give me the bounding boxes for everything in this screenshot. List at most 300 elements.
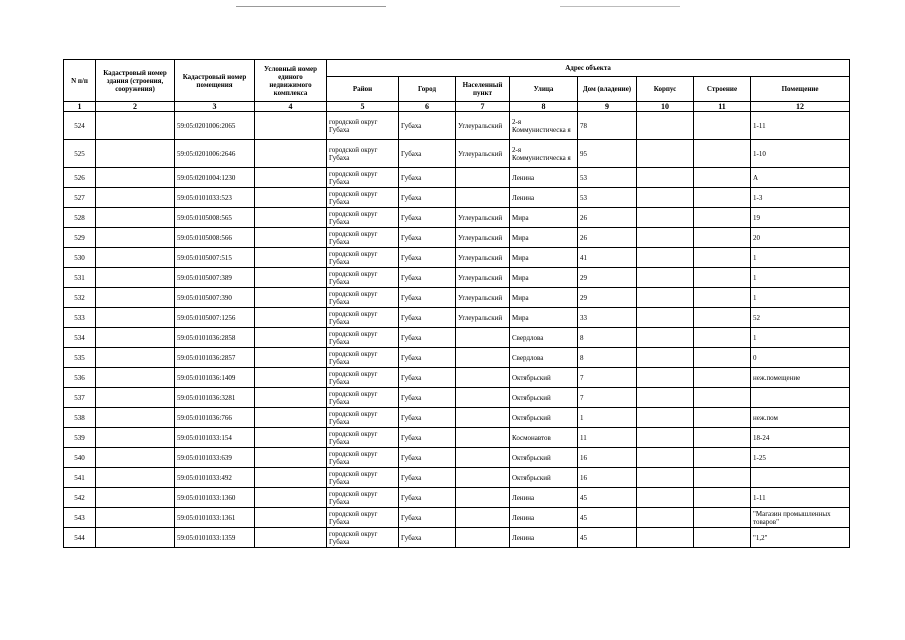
- room-cadastral-cell: 59:05:0201006:2646: [175, 140, 255, 168]
- table-row: [64, 468, 850, 488]
- table-row: [64, 308, 850, 328]
- col-house: Дом (владение): [578, 77, 637, 102]
- building-cadastral-cell: [96, 468, 175, 488]
- complex-number-cell: [255, 448, 327, 468]
- district-cell: городской округ Губаха: [327, 468, 399, 488]
- column-number: 1: [64, 102, 96, 112]
- building-cadastral-cell: [96, 488, 175, 508]
- block-cell: [637, 248, 694, 268]
- city-cell: Губаха: [399, 208, 456, 228]
- settlement-cell: [456, 348, 510, 368]
- street-cell: Октябрьский: [510, 368, 578, 388]
- city-cell: Губаха: [399, 328, 456, 348]
- block-cell: [637, 328, 694, 348]
- building-cadastral-cell: [96, 348, 175, 368]
- house-cell: 7: [578, 368, 637, 388]
- room-cell: А: [751, 168, 850, 188]
- street-cell: Октябрьский: [510, 468, 578, 488]
- building-cell: [694, 488, 751, 508]
- room-cell: 1: [751, 288, 850, 308]
- complex-number-cell: [255, 488, 327, 508]
- building-cell: [694, 188, 751, 208]
- district-cell: городской округ Губаха: [327, 408, 399, 428]
- building-cell: [694, 168, 751, 188]
- building-cell: [694, 308, 751, 328]
- row-number: 543: [64, 508, 96, 528]
- scan-artifact-line: [560, 6, 680, 7]
- house-cell: 16: [578, 448, 637, 468]
- room-cadastral-cell: 59:05:0201004:1230: [175, 168, 255, 188]
- block-cell: [637, 208, 694, 228]
- settlement-cell: Углеуральский: [456, 208, 510, 228]
- room-cadastral-cell: 59:05:0101033:1359: [175, 528, 255, 548]
- scan-artifact-line: [236, 6, 386, 7]
- house-cell: 33: [578, 308, 637, 328]
- complex-number-cell: [255, 508, 327, 528]
- row-number: 533: [64, 308, 96, 328]
- building-cadastral-cell: [96, 168, 175, 188]
- building-cadastral-cell: [96, 328, 175, 348]
- column-number: 10: [637, 102, 694, 112]
- house-cell: 29: [578, 288, 637, 308]
- building-cadastral-cell: [96, 140, 175, 168]
- street-cell: 2-я Коммунистическа я: [510, 112, 578, 140]
- table-row: [64, 328, 850, 348]
- district-cell: городской округ Губаха: [327, 348, 399, 368]
- settlement-cell: [456, 368, 510, 388]
- building-cell: [694, 228, 751, 248]
- complex-number-cell: [255, 188, 327, 208]
- district-cell: городской округ Губаха: [327, 488, 399, 508]
- building-cadastral-cell: [96, 388, 175, 408]
- building-cadastral-cell: [96, 448, 175, 468]
- settlement-cell: Углеуральский: [456, 140, 510, 168]
- row-number: 526: [64, 168, 96, 188]
- row-number: 542: [64, 488, 96, 508]
- building-cell: [694, 448, 751, 468]
- row-number: 537: [64, 388, 96, 408]
- table-row: [64, 508, 850, 528]
- block-cell: [637, 468, 694, 488]
- complex-number-cell: [255, 388, 327, 408]
- row-number: 531: [64, 268, 96, 288]
- room-cadastral-cell: 59:05:0101033:154: [175, 428, 255, 448]
- table-row: [64, 188, 850, 208]
- block-cell: [637, 528, 694, 548]
- building-cell: [694, 428, 751, 448]
- room-cadastral-cell: 59:05:0101036:2857: [175, 348, 255, 368]
- city-cell: Губаха: [399, 268, 456, 288]
- room-cadastral-cell: 59:05:0105008:566: [175, 228, 255, 248]
- row-number: 534: [64, 328, 96, 348]
- room-cadastral-cell: 59:05:0101033:1360: [175, 488, 255, 508]
- column-number: 4: [255, 102, 327, 112]
- table-row: [64, 408, 850, 428]
- room-cadastral-cell: 59:05:0105007:389: [175, 268, 255, 288]
- room-cadastral-cell: 59:05:0105007:1256: [175, 308, 255, 328]
- settlement-cell: Углеуральский: [456, 228, 510, 248]
- building-cadastral-cell: [96, 208, 175, 228]
- row-number: 532: [64, 288, 96, 308]
- room-cadastral-cell: 59:05:0101033:1361: [175, 508, 255, 528]
- block-cell: [637, 288, 694, 308]
- city-cell: Губаха: [399, 168, 456, 188]
- room-cell: 1-11: [751, 112, 850, 140]
- room-cadastral-cell: 59:05:0101033:492: [175, 468, 255, 488]
- building-cadastral-cell: [96, 248, 175, 268]
- settlement-cell: [456, 168, 510, 188]
- city-cell: Губаха: [399, 508, 456, 528]
- house-cell: 16: [578, 468, 637, 488]
- settlement-cell: [456, 448, 510, 468]
- district-cell: городской округ Губаха: [327, 140, 399, 168]
- district-cell: городской округ Губаха: [327, 328, 399, 348]
- house-cell: 45: [578, 528, 637, 548]
- table-row: [64, 248, 850, 268]
- table-row: [64, 528, 850, 548]
- building-cell: [694, 508, 751, 528]
- settlement-cell: [456, 388, 510, 408]
- house-cell: 53: [578, 168, 637, 188]
- block-cell: [637, 228, 694, 248]
- settlement-cell: Углеуральский: [456, 248, 510, 268]
- street-cell: Свердлова: [510, 348, 578, 368]
- street-cell: Мира: [510, 288, 578, 308]
- column-number: 5: [327, 102, 399, 112]
- settlement-cell: [456, 488, 510, 508]
- settlement-cell: Углеуральский: [456, 288, 510, 308]
- row-number: 538: [64, 408, 96, 428]
- complex-number-cell: [255, 328, 327, 348]
- col-address-group: Адрес объекта: [327, 60, 850, 77]
- district-cell: городской округ Губаха: [327, 248, 399, 268]
- row-number: 541: [64, 468, 96, 488]
- row-number: 528: [64, 208, 96, 228]
- complex-number-cell: [255, 208, 327, 228]
- building-cell: [694, 208, 751, 228]
- house-cell: 53: [578, 188, 637, 208]
- registry-table: [63, 59, 850, 548]
- house-cell: 26: [578, 228, 637, 248]
- block-cell: [637, 388, 694, 408]
- block-cell: [637, 268, 694, 288]
- district-cell: городской округ Губаха: [327, 112, 399, 140]
- building-cell: [694, 528, 751, 548]
- street-cell: Мира: [510, 308, 578, 328]
- complex-number-cell: [255, 308, 327, 328]
- city-cell: Губаха: [399, 308, 456, 328]
- city-cell: Губаха: [399, 408, 456, 428]
- room-cell: неж.помещение: [751, 368, 850, 388]
- complex-number-cell: [255, 168, 327, 188]
- complex-number-cell: [255, 268, 327, 288]
- settlement-cell: [456, 508, 510, 528]
- district-cell: городской округ Губаха: [327, 208, 399, 228]
- room-cadastral-cell: 59:05:0101036:3281: [175, 388, 255, 408]
- room-cell: 1-25: [751, 448, 850, 468]
- complex-number-cell: [255, 112, 327, 140]
- street-cell: Ленина: [510, 188, 578, 208]
- room-cell: 1-11: [751, 488, 850, 508]
- room-cadastral-cell: 59:05:0105007:515: [175, 248, 255, 268]
- room-cadastral-cell: 59:05:0101036:1409: [175, 368, 255, 388]
- building-cell: [694, 140, 751, 168]
- table-row: [64, 228, 850, 248]
- room-cell: [751, 388, 850, 408]
- district-cell: городской округ Губаха: [327, 268, 399, 288]
- col-room: Помещение: [751, 77, 850, 102]
- table-row: [64, 388, 850, 408]
- building-cell: [694, 348, 751, 368]
- building-cell: [694, 268, 751, 288]
- city-cell: Губаха: [399, 428, 456, 448]
- room-cadastral-cell: 59:05:0101033:523: [175, 188, 255, 208]
- house-cell: 8: [578, 328, 637, 348]
- street-cell: Космонавтов: [510, 428, 578, 448]
- city-cell: Губаха: [399, 488, 456, 508]
- row-number: 536: [64, 368, 96, 388]
- building-cell: [694, 112, 751, 140]
- room-cadastral-cell: 59:05:0201006:2065: [175, 112, 255, 140]
- city-cell: Губаха: [399, 388, 456, 408]
- building-cadastral-cell: [96, 288, 175, 308]
- house-cell: 8: [578, 348, 637, 368]
- city-cell: Губаха: [399, 368, 456, 388]
- room-cell: "1,2": [751, 528, 850, 548]
- building-cadastral-cell: [96, 368, 175, 388]
- city-cell: Губаха: [399, 288, 456, 308]
- street-cell: Мира: [510, 268, 578, 288]
- district-cell: городской округ Губаха: [327, 308, 399, 328]
- block-cell: [637, 168, 694, 188]
- house-cell: 41: [578, 248, 637, 268]
- settlement-cell: Углеуральский: [456, 112, 510, 140]
- column-number: 6: [399, 102, 456, 112]
- settlement-cell: Углеуральский: [456, 268, 510, 288]
- settlement-cell: [456, 408, 510, 428]
- settlement-cell: [456, 188, 510, 208]
- complex-number-cell: [255, 248, 327, 268]
- row-number: 529: [64, 228, 96, 248]
- col-building-cadastral: Кадастровый номер здания (строения, сооружения): [96, 60, 175, 102]
- building-cadastral-cell: [96, 408, 175, 428]
- street-cell: Октябрьский: [510, 388, 578, 408]
- col-city: Город: [399, 77, 456, 102]
- col-settlement: Населенный пункт: [456, 77, 510, 102]
- building-cell: [694, 288, 751, 308]
- room-cell: 1-3: [751, 188, 850, 208]
- building-cell: [694, 328, 751, 348]
- district-cell: городской округ Губаха: [327, 528, 399, 548]
- column-number: 9: [578, 102, 637, 112]
- row-number: 524: [64, 112, 96, 140]
- room-cell: 0: [751, 348, 850, 368]
- block-cell: [637, 348, 694, 368]
- table-row: [64, 288, 850, 308]
- table-row: [64, 208, 850, 228]
- table-row: [64, 488, 850, 508]
- street-cell: Мира: [510, 248, 578, 268]
- building-cell: [694, 468, 751, 488]
- district-cell: городской округ Губаха: [327, 228, 399, 248]
- room-cadastral-cell: 59:05:0101033:639: [175, 448, 255, 468]
- house-cell: 7: [578, 388, 637, 408]
- street-cell: Мира: [510, 228, 578, 248]
- room-cell: 1-10: [751, 140, 850, 168]
- complex-number-cell: [255, 288, 327, 308]
- col-n-pp: N п/п: [64, 60, 96, 102]
- row-number: 539: [64, 428, 96, 448]
- settlement-cell: Углеуральский: [456, 308, 510, 328]
- complex-number-cell: [255, 428, 327, 448]
- room-cell: [751, 468, 850, 488]
- settlement-cell: [456, 468, 510, 488]
- row-number: 540: [64, 448, 96, 468]
- room-cell: 20: [751, 228, 850, 248]
- house-cell: 26: [578, 208, 637, 228]
- col-room-cadastral: Кадастровый номер помещения: [175, 60, 255, 102]
- column-number: 12: [751, 102, 850, 112]
- house-cell: 1: [578, 408, 637, 428]
- room-cell: 52: [751, 308, 850, 328]
- col-district: Район: [327, 77, 399, 102]
- table-row: [64, 368, 850, 388]
- col-building: Строение: [694, 77, 751, 102]
- complex-number-cell: [255, 140, 327, 168]
- building-cadastral-cell: [96, 268, 175, 288]
- room-cell: 18-24: [751, 428, 850, 448]
- table-row: [64, 112, 850, 140]
- row-number: 535: [64, 348, 96, 368]
- building-cadastral-cell: [96, 188, 175, 208]
- block-cell: [637, 508, 694, 528]
- block-cell: [637, 428, 694, 448]
- city-cell: Губаха: [399, 528, 456, 548]
- building-cadastral-cell: [96, 428, 175, 448]
- column-number: 7: [456, 102, 510, 112]
- settlement-cell: [456, 428, 510, 448]
- block-cell: [637, 408, 694, 428]
- room-cadastral-cell: 59:05:0101036:766: [175, 408, 255, 428]
- street-cell: Октябрьский: [510, 408, 578, 428]
- city-cell: Губаха: [399, 468, 456, 488]
- settlement-cell: [456, 328, 510, 348]
- block-cell: [637, 368, 694, 388]
- street-cell: Ленина: [510, 528, 578, 548]
- district-cell: городской округ Губаха: [327, 168, 399, 188]
- room-cadastral-cell: 59:05:0105007:390: [175, 288, 255, 308]
- room-cell: неж.пом: [751, 408, 850, 428]
- room-cell: "Магазин промышленных товаров": [751, 508, 850, 528]
- column-number: 11: [694, 102, 751, 112]
- row-number: 530: [64, 248, 96, 268]
- city-cell: Губаха: [399, 140, 456, 168]
- city-cell: Губаха: [399, 248, 456, 268]
- room-cadastral-cell: 59:05:0101036:2858: [175, 328, 255, 348]
- row-number: 544: [64, 528, 96, 548]
- house-cell: 95: [578, 140, 637, 168]
- street-cell: Октябрьский: [510, 448, 578, 468]
- district-cell: городской округ Губаха: [327, 288, 399, 308]
- building-cadastral-cell: [96, 528, 175, 548]
- street-cell: 2-я Коммунистическа я: [510, 140, 578, 168]
- district-cell: городской округ Губаха: [327, 508, 399, 528]
- building-cell: [694, 368, 751, 388]
- complex-number-cell: [255, 348, 327, 368]
- district-cell: городской округ Губаха: [327, 448, 399, 468]
- city-cell: Губаха: [399, 188, 456, 208]
- column-numbers-row: [64, 102, 850, 112]
- column-number: 3: [175, 102, 255, 112]
- building-cadastral-cell: [96, 228, 175, 248]
- complex-number-cell: [255, 468, 327, 488]
- block-cell: [637, 308, 694, 328]
- house-cell: 29: [578, 268, 637, 288]
- table-row: [64, 140, 850, 168]
- district-cell: городской округ Губаха: [327, 428, 399, 448]
- complex-number-cell: [255, 368, 327, 388]
- block-cell: [637, 448, 694, 468]
- building-cell: [694, 408, 751, 428]
- room-cell: 1: [751, 268, 850, 288]
- column-number: 2: [96, 102, 175, 112]
- complex-number-cell: [255, 528, 327, 548]
- room-cell: 1: [751, 248, 850, 268]
- building-cadastral-cell: [96, 308, 175, 328]
- street-cell: Мира: [510, 208, 578, 228]
- col-complex-number: Условный номер единого недвижимого комплекса: [255, 60, 327, 102]
- city-cell: Губаха: [399, 348, 456, 368]
- block-cell: [637, 488, 694, 508]
- city-cell: Губаха: [399, 228, 456, 248]
- street-cell: Ленина: [510, 508, 578, 528]
- column-number: 8: [510, 102, 578, 112]
- building-cell: [694, 388, 751, 408]
- district-cell: городской округ Губаха: [327, 368, 399, 388]
- room-cell: 1: [751, 328, 850, 348]
- house-cell: 45: [578, 488, 637, 508]
- building-cadastral-cell: [96, 508, 175, 528]
- city-cell: Губаха: [399, 112, 456, 140]
- table-body: [64, 112, 850, 548]
- table-header: [64, 60, 850, 112]
- house-cell: 45: [578, 508, 637, 528]
- table-row: [64, 348, 850, 368]
- row-number: 525: [64, 140, 96, 168]
- complex-number-cell: [255, 228, 327, 248]
- room-cadastral-cell: 59:05:0105008:565: [175, 208, 255, 228]
- street-cell: Ленина: [510, 488, 578, 508]
- room-cell: 19: [751, 208, 850, 228]
- col-block: Корпус: [637, 77, 694, 102]
- building-cell: [694, 248, 751, 268]
- house-cell: 11: [578, 428, 637, 448]
- district-cell: городской округ Губаха: [327, 188, 399, 208]
- table-row: [64, 268, 850, 288]
- table-row: [64, 428, 850, 448]
- district-cell: городской округ Губаха: [327, 388, 399, 408]
- city-cell: Губаха: [399, 448, 456, 468]
- street-cell: Ленина: [510, 168, 578, 188]
- house-cell: 78: [578, 112, 637, 140]
- table-row: [64, 448, 850, 468]
- block-cell: [637, 140, 694, 168]
- col-street: Улица: [510, 77, 578, 102]
- row-number: 527: [64, 188, 96, 208]
- settlement-cell: [456, 528, 510, 548]
- complex-number-cell: [255, 408, 327, 428]
- block-cell: [637, 112, 694, 140]
